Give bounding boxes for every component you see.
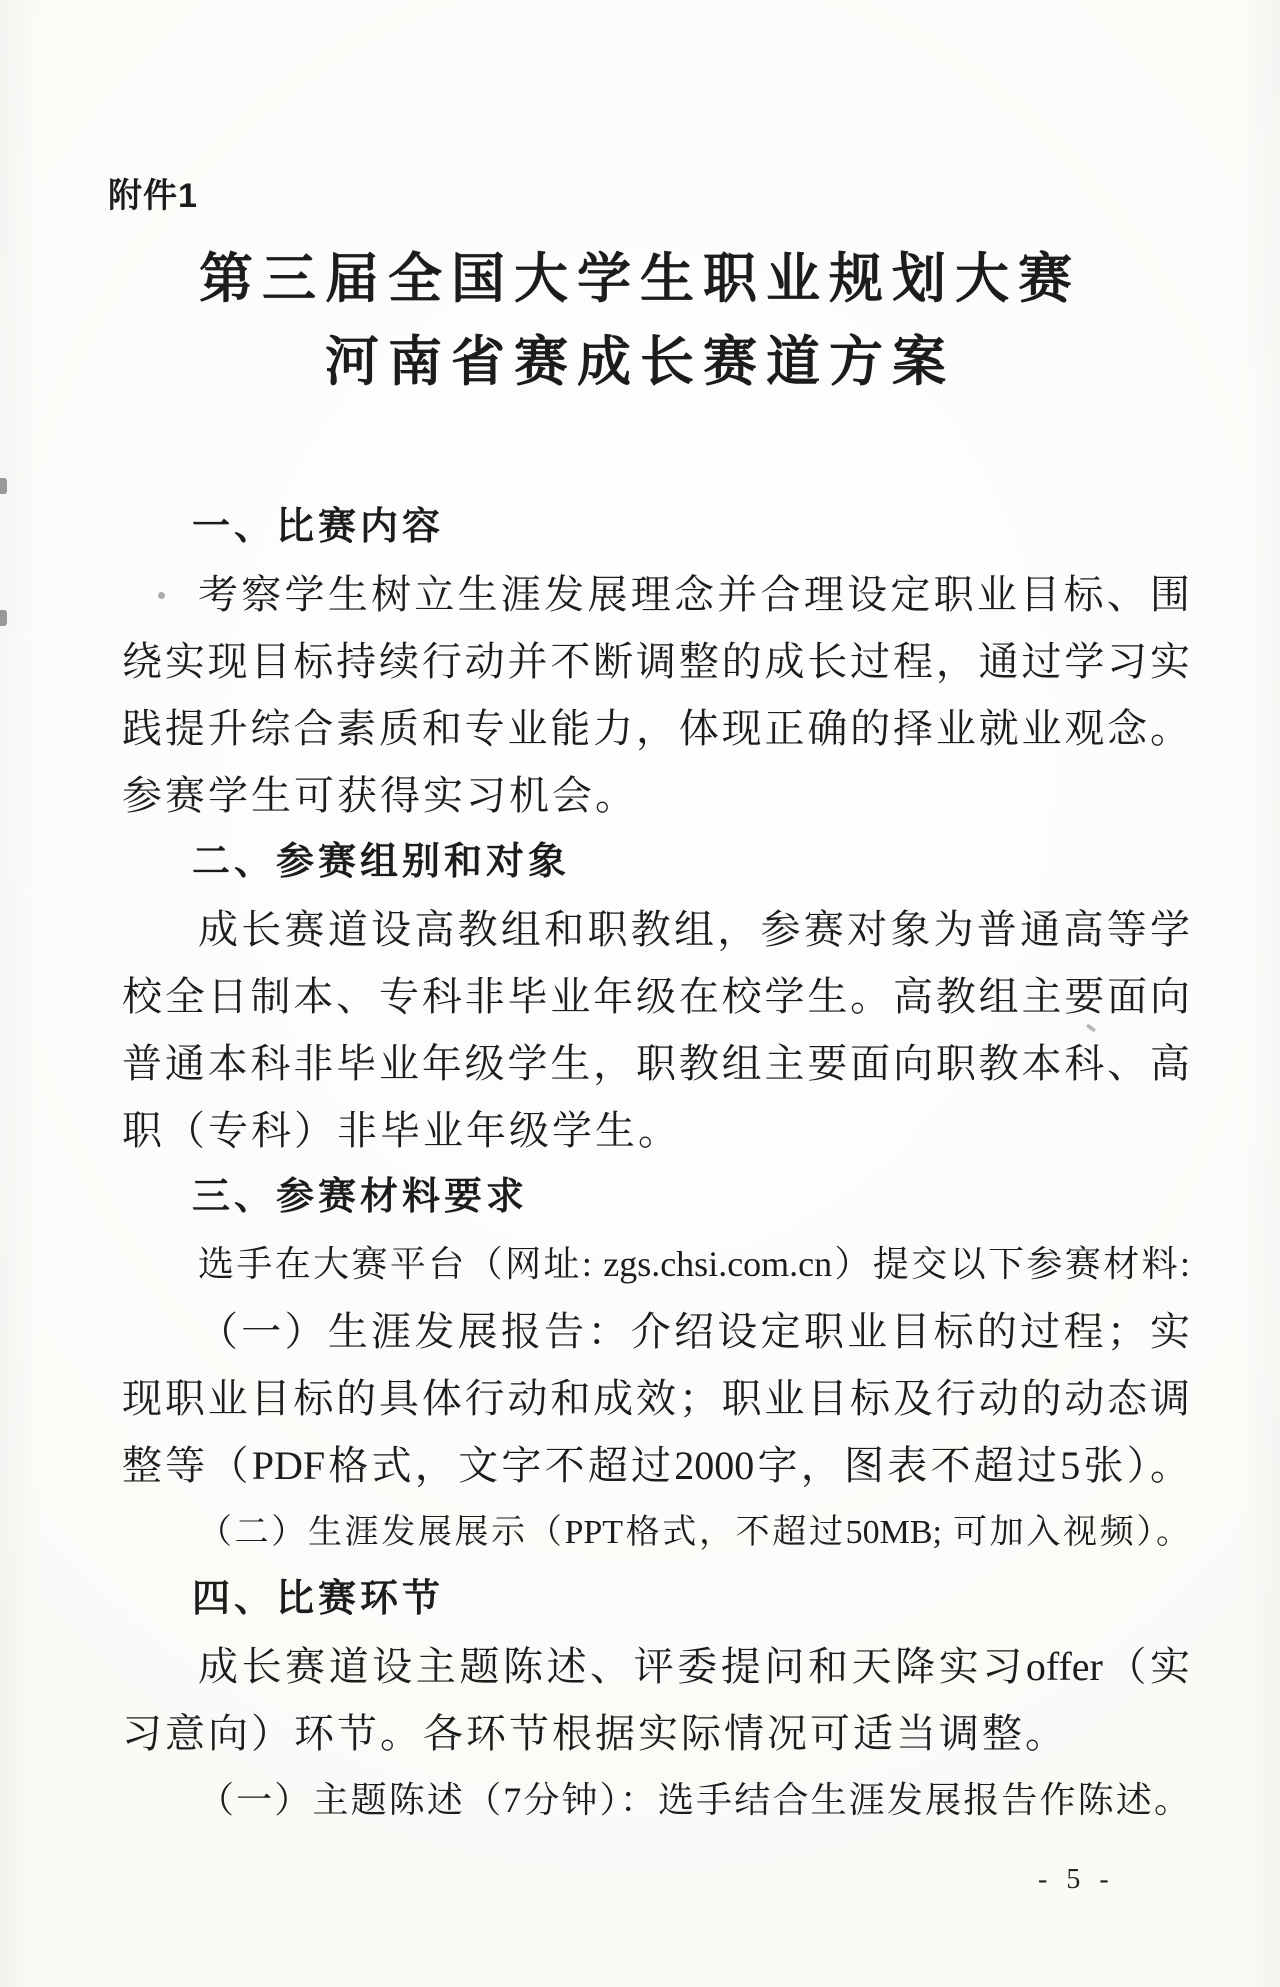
section-heading-1: 一、比赛内容 xyxy=(192,506,445,548)
scan-artifact-dot xyxy=(158,592,165,599)
paragraph-line: （二）生涯发展展示（PPT格式，不超过50MB; 可加入视频）。 xyxy=(198,1514,1190,1551)
paragraph-line: 校全日制本、专科非毕业年级在校学生。高教组主要面向 xyxy=(122,974,1190,1019)
paragraph-line: 普通本科非毕业年级学生，职教组主要面向职教本科、高 xyxy=(122,1041,1190,1086)
page-number: - 5 - xyxy=(1038,1864,1115,1895)
paragraph-line: 习意向）环节。各环节根据实际情况可适当调整。 xyxy=(122,1711,1068,1756)
document-title-line1: 第三届全国大学生职业规划大赛 xyxy=(199,249,1081,309)
document-title-line2: 河南省赛成长赛道方案 xyxy=(325,332,955,392)
paragraph-line: 绕实现目标持续行动并不断调整的成长过程，通过学习实 xyxy=(122,639,1190,684)
paragraph-line: 参赛学生可获得实习机会。 xyxy=(122,773,638,818)
paragraph-line: 选手在大赛平台（网址: zgs.chsi.com.cn）提交以下参赛材料: xyxy=(198,1244,1190,1284)
section-heading-4: 四、比赛环节 xyxy=(192,1578,445,1620)
scan-artifact-edge xyxy=(0,478,7,494)
section-heading-3: 三、参赛材料要求 xyxy=(192,1176,529,1218)
paragraph-line: 成长赛道设高教组和职教组，参赛对象为普通高等学 xyxy=(198,907,1190,952)
paragraph-line: 整等（PDF格式，文字不超过2000字，图表不超过5张）。 xyxy=(122,1443,1190,1488)
paragraph-line: 职（专科）非毕业年级学生。 xyxy=(122,1108,681,1153)
paragraph-line: 成长赛道设主题陈述、评委提问和天降实习offer（实 xyxy=(198,1644,1190,1689)
document-body xyxy=(122,494,1190,1834)
scan-artifact-edge xyxy=(0,610,7,626)
paragraph-line: （一）主题陈述（7分钟）：选手结合生涯发展报告作陈述。 xyxy=(198,1780,1190,1820)
paragraph-line: （一）生涯发展报告：介绍设定职业目标的过程；实 xyxy=(198,1309,1190,1354)
section-heading-2: 二、参赛组别和对象 xyxy=(192,841,571,883)
attachment-label: 附件1 xyxy=(108,177,198,215)
paragraph-line: 现职业目标的具体行动和成效；职业目标及行动的动态调 xyxy=(122,1376,1190,1421)
paragraph-line: 践提升综合素质和专业能力，体现正确的择业就业观念。 xyxy=(122,706,1190,751)
paragraph-line: 考察学生树立生涯发展理念并合理设定职业目标、围 xyxy=(198,572,1190,617)
